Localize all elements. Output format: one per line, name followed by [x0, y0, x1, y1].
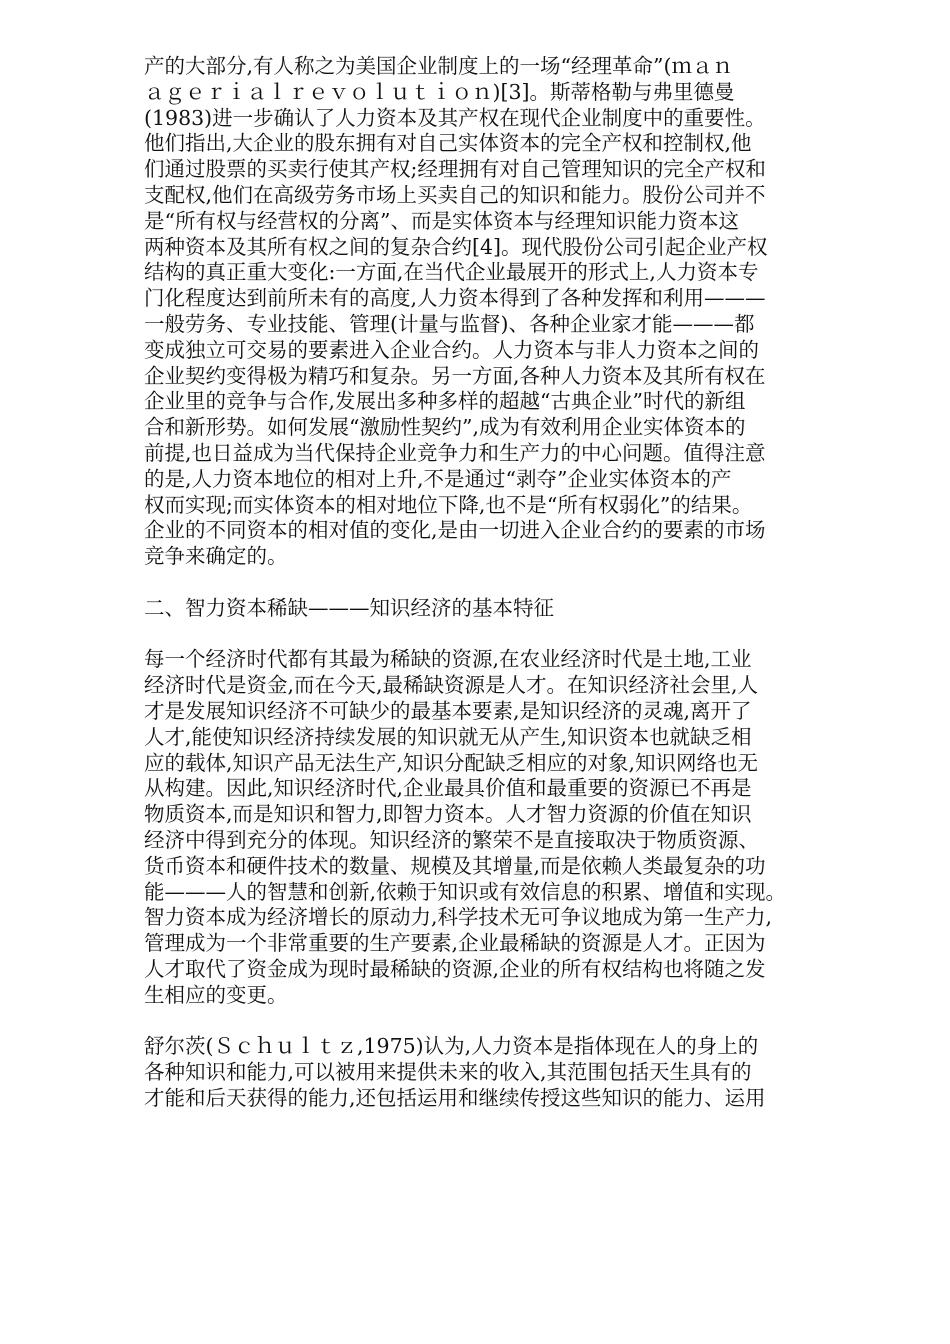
- paragraph-spacer: [144, 1008, 884, 1034]
- paragraph-3: 舒尔茨(Ｓｃｈｕｌｔｚ,1975)认为,人力资本是指体现在人的身上的 各种知识和能力,可以被用来提供未来的收入,其范围包括天生具有的 才能和后天获得的能力,还包括运用和继续传授这些知识的能力、运用: [144, 1034, 766, 1110]
- paragraph-2: 每一个经济时代都有其最为稀缺的资源,在农业经济时代是土地,工业 经济时代是资金,而在今天,最稀缺资源是人才。在知识经济社会里,人 才是发展知识经济不可缺少的最基本要素,是知识经济的灵魂,离开了 人才,能使知识经济持续发展的知识就无从产生,知识资本也就缺乏相 应的载体,知识产品无法生产,知识分配缺乏相应的对象,知识网络也无 从构建。因此,知识经济时代,企业最具价值和最重要的资源已不再是 物质资本,而是知识和智力,即智力资本。人才智力资源的价值在知识 经济中得到充分的体现。知识经济的繁荣不是直接取决于物质资源、 货币资本和硬件技术的数量、规模及其增量,而是依赖人类最复杂的功 能———人的智慧和创新,依赖于知识或有效信息的积累、增值和实现。 智力资本成为经济增长的原动力,科学技术无可争议地成为第一生产力, 管理成为一个非常重要的生产要素,企业最稀缺的资源是人才。正因为 人才取代了资金成为现时最稀缺的资源,企业的所有权结构也将随之发 生相应的变更。: [144, 647, 787, 1007]
- paragraph-spacer: [144, 570, 884, 596]
- paragraph-1: 产的大部分,有人称之为美国企业制度上的一场“经理革命”(ｍａｎ ａｇｅｒｉａｌｒｅｖｏｌｕｔｉｏｎ)[3]。斯蒂格勒与弗里德曼 (1983)进一步确认了人力资本及其产权在现代企业制度中的重要性。 他们指出,大企业的股东拥有对自己实体资本的完全产权和控制权,他 们通过股票的买卖行使其产权;经理拥有对自己管理知识的完全产权和 支配权,他们在高级劳务市场上买卖自己的知识和能力。股份公司并不 是“所有权与经营权的分离”、而是实体资本与经理知识能力资本这 两种资本及其所有权之间的复杂合约[4]。现代股份公司引起企业产权 结构的真正重大变化:一方面,在当代企业最展开的形式上,人力资本专 门化程度达到前所未有的高度,人力资本得到了各种发挥和利用——— 一般劳务、专业技能、管理(计量与监督)、各种企业家才能———都 变成独立可交易的要素进入企业合约。人力资本与非人力资本之间的 企业契约变得极为精巧和复杂。另一方面,各种人力资本及其所有权在 企业里的竞争与合作,发展出多种多样的超越“古典企业”时代的新组 合和新形势。如何发展“激励性契约”,成为有效利用企业实体资本的 前提,也日益成为当代保持企业竞争力和生产力的中心问题。值得注意 的是,人力资本地位的相对上升,不是通过“剥夺”企业实体资本的产 权而实现;而实体资本的相对地位下降,也不是“所有权弱化”的结果。 企业的不同资本的相对值的变化,是由一切进入企业合约的要素的市场 竞争来确定的。: [144, 54, 768, 569]
- paragraph-spacer: [144, 622, 884, 648]
- document-body: [144, 54, 884, 1112]
- section-heading: 二、智力资本稀缺———知识经济的基本特征: [144, 595, 554, 620]
